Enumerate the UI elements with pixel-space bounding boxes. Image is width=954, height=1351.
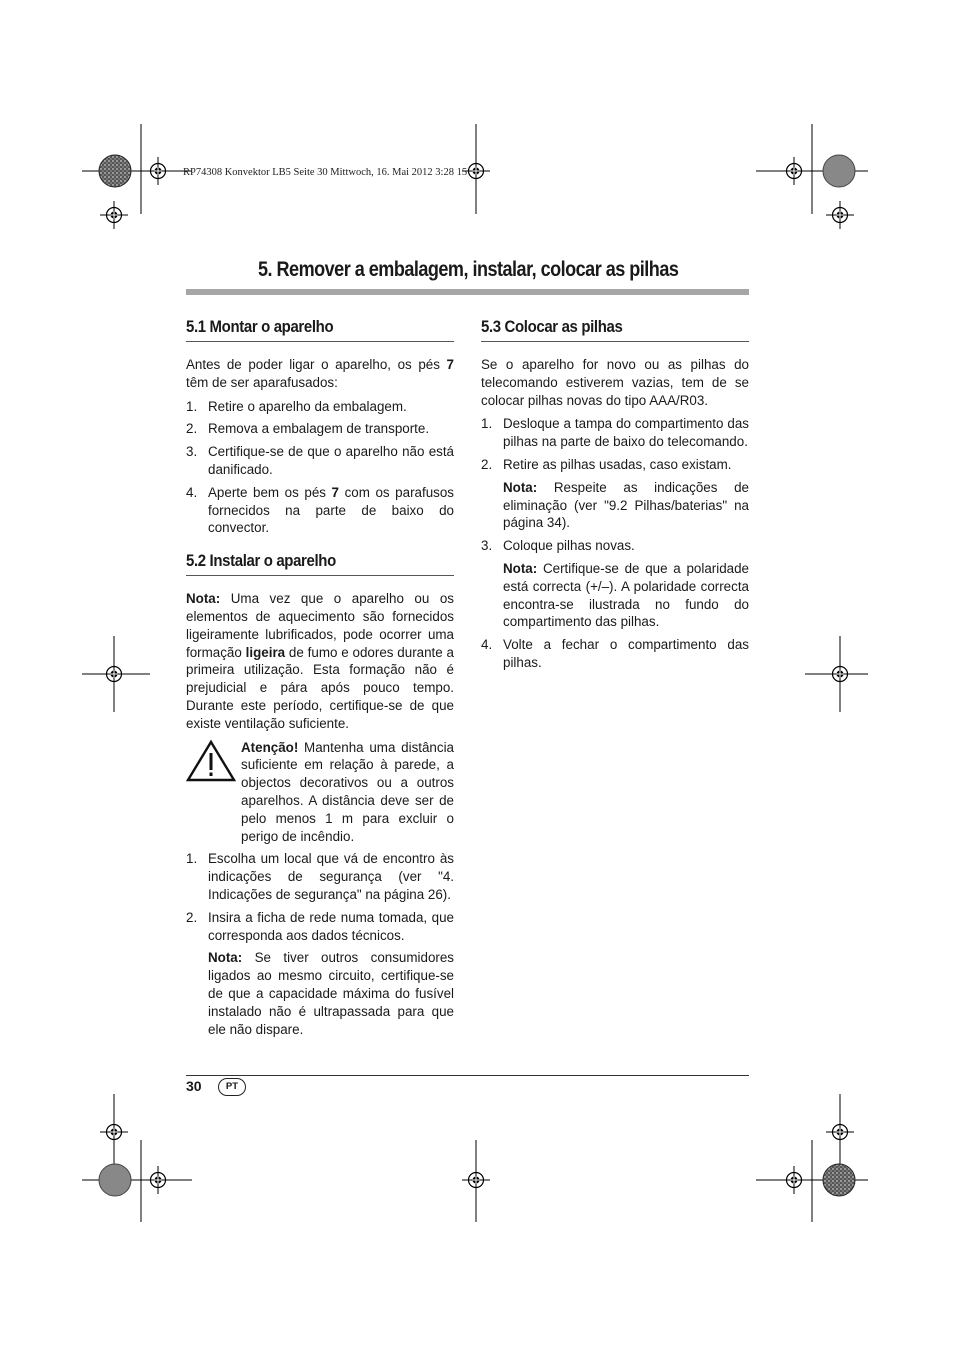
battery-steps — [481, 415, 749, 671]
section-title: 5.1 Montar o aparelho — [186, 317, 334, 336]
language-badge: PT — [218, 1078, 246, 1096]
section-intro: Antes de poder ligar o aparelho, os pés 7 têm de ser aparafusados: — [186, 357, 454, 390]
warning-triangle-icon — [186, 739, 236, 783]
installation-steps — [186, 850, 454, 1038]
list-item: 1. Desloque a tampa do compartimento das pilhas na parte de baixo do telecomando. — [481, 416, 749, 450]
step-note: Nota: Se tiver outros consumidores ligados ao mesmo circuito, certifique-se de que a capacidade máxima do fusível instalado não é ultrapassada para que ele não dispare. — [208, 950, 454, 1037]
list-item: 3. Certifique-se de que o aparelho não está danificado. — [186, 444, 454, 477]
section-title: 5.3 Colocar as pilhas — [481, 317, 623, 336]
warning-block — [186, 739, 454, 846]
section-intro: Se o aparelho for novo ou as pilhas do telecomando estiverem vazias, tem de se colocar pilhas novas do tipo AAA/R03. — [481, 357, 749, 408]
step-note: Nota: Certifique-se de que a polaridade está correcta (+/–). A polaridade correcta encontra-se ilustrada no fundo do compartimento das pilhas. — [503, 560, 749, 630]
list-item: 2. Remova a embalagem de transporte. — [186, 421, 430, 437]
print-header: RP74308 Konvektor LB5 Seite 30 Mittwoch, 16. Mai 2012 3:28 15 — [183, 167, 468, 178]
note-paragraph: Nota: Uma vez que o aparelho ou os elementos de aquecimento são fornecidos ligeiramente lubrificados, pode ocorrer uma formação ligeira de fumo e odores durante a primeira utilização. Esta formação não é prejudicial e pára após pouco tempo. Durante este período, certifique-se de que existe ventilação suficiente. — [186, 591, 454, 731]
list-item: 2. Insira a ficha de rede numa tomada, que corresponda aos dados técnicos. Nota: Se tiver outros consumidores ligados ao mesmo circuito, certifique-se de que a capacidade máxima do fusível instalado não é ultrapassada para que ele não dispare. — [186, 909, 454, 1037]
warning-text: Atenção! Mantenha uma distância suficiente em relação à parede, a objectos decorativos ou a outros aparelhos. A distância deve ser de pelo menos 1 m para excluir o perigo de incêndio. — [241, 739, 454, 844]
chapter-rule — [186, 289, 749, 295]
section-rule — [186, 575, 454, 576]
footer-rule — [186, 1075, 749, 1076]
list-item: 1. Retire o aparelho da embalagem. — [186, 398, 407, 414]
step-note: Nota: Respeite as indicações de eliminação (ver "9.2 Pilhas/baterias" na página 34). — [503, 479, 749, 531]
left-column — [186, 316, 454, 1043]
section-rule — [481, 341, 749, 342]
list-item: 3. Coloque pilhas novas. Nota: Certifique-se de que a polaridade está correcta (+/–). A polaridade correcta encontra-se ilustrada no fundo do compartimento das pilhas. — [481, 538, 749, 630]
assembly-steps — [186, 398, 454, 538]
section-title: 5.2 Instalar o aparelho — [186, 551, 336, 571]
list-item: 2. Retire as pilhas usadas, caso existam. Nota: Respeite as indicações de eliminação (ver "9.2 Pilhas/baterias" na página 34). — [481, 456, 749, 531]
page-number: 30 — [186, 1078, 202, 1094]
list-item: 4. Volte a fechar o compartimento das pilhas. — [481, 637, 749, 670]
list-item: 1. Escolha um local que vá de encontro às indicações de segurança (ver "4. Indicações de segurança" na página 26). — [186, 851, 454, 902]
list-item: 4. Aperte bem os pés 7 com os parafusos fornecidos na parte de baixo do convector. — [186, 484, 454, 536]
chapter-title: 5. Remover a embalagem, instalar, colocar as pilhas — [258, 258, 679, 281]
right-column — [481, 316, 749, 677]
section-rule — [186, 341, 454, 342]
